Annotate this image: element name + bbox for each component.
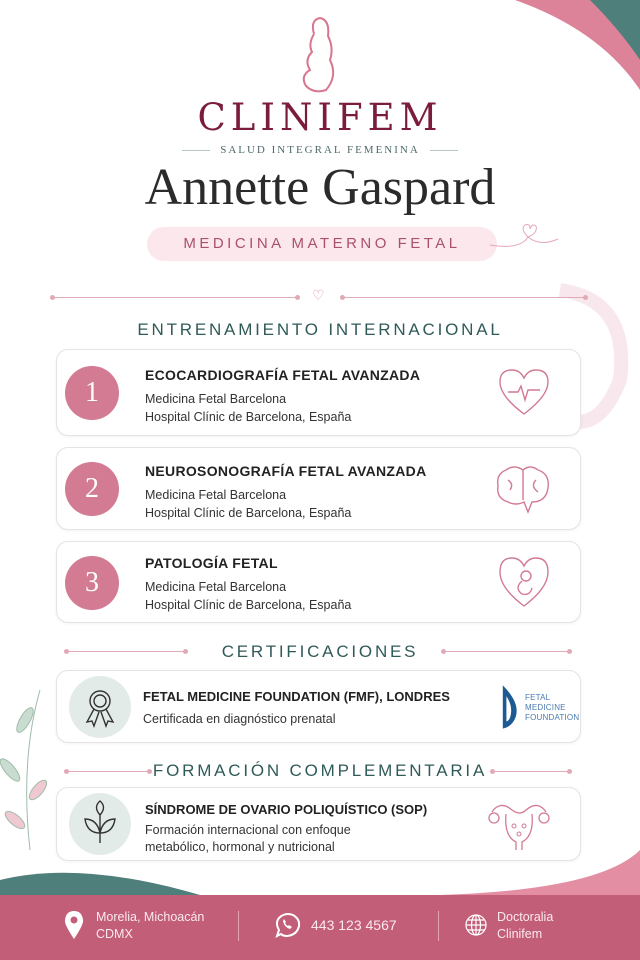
number-badge: 1 [65,366,119,420]
card-title: ECOCARDIOGRAFÍA FETAL AVANZADA [145,367,421,383]
card-line: Hospital Clínic de Barcelona, España [145,506,352,520]
certifications-heading: CERTIFICACIONES [221,642,419,661]
fmf-logo-mark [501,683,519,731]
specialty-badge: MEDICINA MATERNO FETAL [147,227,497,261]
footer [0,895,640,960]
card-line: Hospital Clínic de Barcelona, España [145,598,352,612]
fetus-heart-icon [496,554,552,610]
heart-icon: ♡ [312,287,325,303]
training-card-1 [56,349,581,436]
fmf-logo-text: MEDICINE [525,703,566,712]
location-text [96,909,204,943]
training-heading: ENTRENAMIENTO INTERNACIONAL [137,320,503,339]
brain-icon [494,462,552,514]
uterus-ovaries-icon [486,796,552,852]
certification-card [56,670,581,743]
doctor-name: Annette Gaspard [144,159,496,216]
training-card-3 [56,541,581,623]
icon-circle [69,676,131,738]
brand-tagline: SALUD INTEGRAL FEMENINA [0,144,640,156]
pregnant-woman-logo-icon [290,14,350,96]
card-line: Formación internacional con enfoque [145,823,351,837]
fmf-logo [501,683,579,733]
divider [342,297,586,298]
phone-number[interactable]: 443 123 4567 [311,917,397,933]
card-title: NEUROSONOGRAFÍA FETAL AVANZADA [145,463,427,479]
globe-icon [464,913,488,937]
location-pin-icon [64,910,84,940]
fmf-logo-text: FOUNDATION [525,713,580,722]
fmf-logo-text: FETAL [525,693,551,702]
card-title: SÍNDROME DE OVARIO POLIQUÍSTICO (SOP) [145,802,428,817]
number-badge: 2 [65,462,119,516]
complementary-heading: FORMACIÓN COMPLEMENTARIA [152,761,488,780]
web-text[interactable] [497,909,553,943]
card-title: FETAL MEDICINE FOUNDATION (FMF), LONDRES [143,689,450,704]
number-badge: 3 [65,556,119,610]
award-ribbon-icon [69,676,131,738]
web-line: Doctoralia [497,910,554,924]
icon-circle [69,793,131,855]
location-line: Morelia, Michoacán [96,910,205,924]
divider [52,297,298,298]
leaf-icon [69,793,131,855]
card-line: Medicina Fetal Barcelona [145,580,287,594]
card-line: Medicina Fetal Barcelona [145,392,287,406]
location-line: CDMX [96,927,133,941]
divider [443,651,570,652]
card-line: Hospital Clínic de Barcelona, España [145,410,352,424]
divider [492,771,570,772]
web-line: Clinifem [497,927,543,941]
card-title: PATOLOGÍA FETAL [145,555,278,571]
card-subtitle: Certificada en diagnóstico prenatal [143,712,336,726]
training-card-2 [56,447,581,530]
heart-pulse-icon [496,366,552,418]
whatsapp-icon [273,911,301,939]
footer-separator [438,911,439,941]
footer-separator [238,911,239,941]
card-line: metabólico, hormonal y nutricional [145,840,335,854]
complementary-card [56,787,581,861]
heart-line-icon [480,215,560,255]
card-line: Medicina Fetal Barcelona [145,488,287,502]
brand-name: CLINIFEM [197,96,443,139]
